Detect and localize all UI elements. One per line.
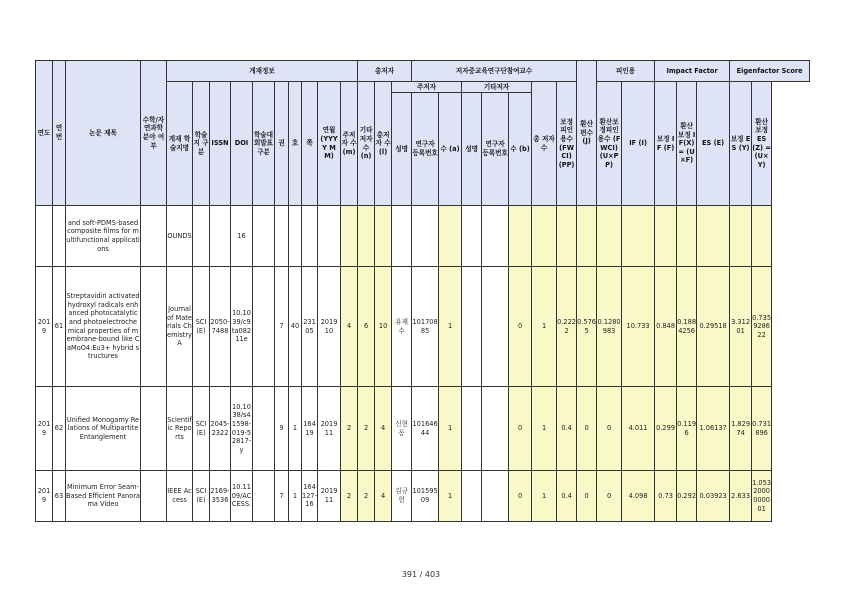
- cell-reg1: 10159509: [412, 471, 439, 522]
- cell-if-conv: 0.1884256: [677, 267, 697, 387]
- cell-reg2: [482, 267, 509, 387]
- cell-if-conv: 0.1196: [677, 387, 697, 471]
- cell-ym: 2019 11: [318, 471, 341, 522]
- cell-fwci: 0.5765: [577, 267, 597, 387]
- header-conv-fwci: 환산보정피인용수 (FWCI) (U×PP): [597, 82, 622, 206]
- cell-if: [622, 206, 655, 267]
- cell-n: 6: [358, 267, 375, 387]
- cell-es: 0.03923: [697, 471, 730, 522]
- cell-journal: OUNDS: [167, 206, 193, 267]
- cell-issn: 2045-2322: [210, 387, 231, 471]
- cell-page: [302, 206, 318, 267]
- header-title: 논문 제목: [66, 61, 141, 206]
- cell-m: 2: [341, 387, 358, 471]
- header-cite-group: 피인용: [597, 61, 655, 82]
- cell-jtype: SCI(E): [193, 267, 210, 387]
- header-row-top: [36, 61, 810, 82]
- cell-vol: [275, 206, 289, 267]
- cell-es: 0.29518: [697, 267, 730, 387]
- header-if-group: Impact Factor: [655, 61, 730, 82]
- header-author-group: 총저자: [358, 61, 412, 82]
- table-row: [36, 387, 810, 471]
- header-if-conv: 환산 보정 IF(X) = (U×F): [677, 82, 697, 206]
- cell-jtype: SCI(E): [193, 387, 210, 471]
- cell-issn: 2050-7488: [210, 267, 231, 387]
- cell-title: Unified Monogamy Relations of Multipartite Entanglement: [66, 387, 141, 471]
- cell-conv: 0.4: [557, 471, 577, 522]
- header-doi: DOI: [231, 82, 253, 206]
- header-pub-group: 게재정보: [167, 61, 358, 82]
- header-total-prof: 총 저자 수: [532, 82, 557, 206]
- cell-category: [141, 206, 167, 267]
- cell-name1: 유재수: [392, 267, 412, 387]
- header-year: 연도: [36, 61, 53, 206]
- cell-iss: 1: [289, 387, 302, 471]
- cell-title: Minimum Error Seam-Based Efficient Panorama Video: [66, 471, 141, 522]
- cell-jclass: [253, 206, 275, 267]
- cell-reg1: 10164644: [412, 387, 439, 471]
- cell-name2: [462, 267, 482, 387]
- cell-reg2: [482, 387, 509, 471]
- cell-total: 1: [532, 387, 557, 471]
- header-reg1: 연구자 등록번호: [412, 93, 439, 206]
- cell-name2: [462, 471, 482, 522]
- cell-issn: [210, 206, 231, 267]
- header-issn: ISSN: [210, 82, 231, 206]
- cell-jtype: SCI(E): [193, 471, 210, 522]
- cell-iss: [289, 206, 302, 267]
- cell-fwci: 0: [577, 387, 597, 471]
- cell-a: [439, 206, 462, 267]
- cell-if-corr: [655, 206, 677, 267]
- cell-b: 0: [509, 267, 532, 387]
- cell-title: Streptavidin activated hydroxyl radicals enhanced photocatalytic and photoelectrochemical properties of membrane-bound like CaMoO4:Eu3+ hybrid structures: [66, 267, 141, 387]
- header-page: 쪽: [302, 82, 318, 206]
- page-number: 391 / 403: [401, 570, 441, 579]
- cell-jclass: [253, 387, 275, 471]
- cell-year: 2019: [36, 387, 53, 471]
- cell-es: 1.06137: [697, 387, 730, 471]
- header-es-corr: 보정 ES (Y): [730, 82, 752, 206]
- header-jclass: 학술대 회발표 구분: [253, 82, 275, 206]
- cell-no: [53, 206, 66, 267]
- header-other-sub: 기타저자: [462, 82, 532, 93]
- cell-journal: Scientific Reports: [167, 387, 193, 471]
- cell-ym: 2019 11: [318, 387, 341, 471]
- cell-journal: IEEE Access: [167, 471, 193, 522]
- header-total-cnt: 총저자 수 (l): [375, 82, 392, 206]
- cell-title: and soft-PDMS-based composite films for multifunctional applications: [66, 206, 141, 267]
- cell-journal: Journal of Materials Chemistry A: [167, 267, 193, 387]
- table-row: [36, 206, 810, 267]
- cell-reg2: [482, 206, 509, 267]
- cell-no: 61: [53, 267, 66, 387]
- cell-if-conv: [677, 206, 697, 267]
- cell-total: 1: [532, 267, 557, 387]
- cell-name1: [392, 206, 412, 267]
- cell-a: 1: [439, 471, 462, 522]
- header-if: IF (I): [622, 82, 655, 206]
- cell-if: 4.098: [622, 471, 655, 522]
- cell-conv: [557, 206, 577, 267]
- header-iss: 호: [289, 82, 302, 206]
- cell-es-corr: 3.31201: [730, 267, 752, 387]
- cell-iss: 1: [289, 471, 302, 522]
- table-row: [36, 267, 810, 387]
- cell-category: [141, 387, 167, 471]
- cell-if-corr: 0.299: [655, 387, 677, 471]
- header-fwci: 보정 피인용수 (FWCI) (PP): [557, 82, 577, 206]
- header-category: 수학/자연과학 분야 여부: [141, 61, 167, 206]
- cell-es: [697, 206, 730, 267]
- table-row: [36, 471, 810, 522]
- cell-conv: 0.2222: [557, 267, 577, 387]
- cell-es-conv: [752, 206, 772, 267]
- cell-page: 16419: [302, 387, 318, 471]
- header-ym: 연월 (YYYY MM): [318, 82, 341, 206]
- header-conv: 환산 편수 (J): [577, 61, 597, 206]
- cell-conv-fwci: 0: [597, 471, 622, 522]
- header-main-sub: 주저자: [392, 82, 462, 93]
- cell-reg2: [482, 471, 509, 522]
- header-vol: 권: [275, 82, 289, 206]
- cell-year: 2019: [36, 471, 53, 522]
- cell-n: 2: [358, 387, 375, 471]
- cell-fwci: 0: [577, 471, 597, 522]
- cell-vol: 9: [275, 387, 289, 471]
- cell-n: 2: [358, 471, 375, 522]
- cell-year: 2019: [36, 267, 53, 387]
- cell-b: [509, 206, 532, 267]
- cell-no: 62: [53, 387, 66, 471]
- cell-es-conv: 0.735928622: [752, 267, 772, 387]
- header-name2: 성명: [462, 93, 482, 206]
- cell-category: [141, 267, 167, 387]
- cell-if: 10.733: [622, 267, 655, 387]
- cell-l: [375, 206, 392, 267]
- cell-ym: [318, 206, 341, 267]
- cell-doi: 10.1039/c9ta08211e: [231, 267, 253, 387]
- header-reg2: 연구자 등록번호: [482, 93, 509, 206]
- cell-total: [532, 206, 557, 267]
- cell-name2: [462, 387, 482, 471]
- cell-jtype: [193, 206, 210, 267]
- cell-if: 4.011: [622, 387, 655, 471]
- cell-es-conv: 0.731896: [752, 387, 772, 471]
- cell-es-corr: 2.633: [730, 471, 752, 522]
- cell-l: 10: [375, 267, 392, 387]
- cell-reg1: [412, 206, 439, 267]
- cell-if-corr: 0.848: [655, 267, 677, 387]
- cell-l: 4: [375, 471, 392, 522]
- cell-if-corr: 0.73: [655, 471, 677, 522]
- cell-doi: 16: [231, 206, 253, 267]
- cell-m: 2: [341, 471, 358, 522]
- cell-m: 4: [341, 267, 358, 387]
- header-cnt2: 수 (b): [509, 93, 532, 206]
- cell-a: 1: [439, 267, 462, 387]
- cell-conv-fwci: [597, 206, 622, 267]
- cell-if-conv: 0.292: [677, 471, 697, 522]
- cell-ym: 2019 10: [318, 267, 341, 387]
- cell-name1: 김규헌: [392, 471, 412, 522]
- cell-page: 23105: [302, 267, 318, 387]
- cell-es-corr: 1.82974: [730, 387, 752, 471]
- header-prof-group: 저자중교육연구단참여교수: [412, 61, 577, 82]
- header-if-corr: 보정 IF (F): [655, 82, 677, 206]
- cell-l: 4: [375, 387, 392, 471]
- header-main-cnt: 주저자 수 (m): [341, 82, 358, 206]
- cell-m: [341, 206, 358, 267]
- cell-name1: 신현동: [392, 387, 412, 471]
- research-paper-table: [35, 60, 810, 522]
- cell-no: 63: [53, 471, 66, 522]
- cell-issn: 2169-3536: [210, 471, 231, 522]
- header-other-cnt: 기타저자 수 (n): [358, 82, 375, 206]
- cell-reg1: 10170885: [412, 267, 439, 387]
- header-es-group: Eigenfactor Score: [730, 61, 810, 82]
- header-name1: 성명: [392, 93, 412, 206]
- cell-a: 1: [439, 387, 462, 471]
- header-jtype: 학술지 구분: [193, 82, 210, 206]
- cell-jclass: [253, 267, 275, 387]
- cell-b: 0: [509, 471, 532, 522]
- cell-year: [36, 206, 53, 267]
- cell-total: 1: [532, 471, 557, 522]
- cell-conv-fwci: 0: [597, 387, 622, 471]
- cell-doi: 10.1038/s41598-019-52817-y: [231, 387, 253, 471]
- cell-n: [358, 206, 375, 267]
- cell-page: 164127-16: [302, 471, 318, 522]
- header-journal: 게재 학술지명: [167, 82, 193, 206]
- header-es-conv: 환산 보정 ES(Z) =(U×Y): [752, 82, 772, 206]
- header-no: 연번: [53, 61, 66, 206]
- cell-conv: 0.4: [557, 387, 577, 471]
- cell-vol: 7: [275, 471, 289, 522]
- cell-vol: 7: [275, 267, 289, 387]
- cell-jclass: [253, 471, 275, 522]
- cell-name2: [462, 206, 482, 267]
- cell-conv-fwci: 0.1280983: [597, 267, 622, 387]
- cell-es-conv: 1.0532000000001: [752, 471, 772, 522]
- cell-iss: 40: [289, 267, 302, 387]
- header-es: ES (E): [697, 82, 730, 206]
- cell-es-corr: [730, 206, 752, 267]
- cell-b: 0: [509, 387, 532, 471]
- cell-category: [141, 471, 167, 522]
- cell-doi: 10.1109/ACCESS.: [231, 471, 253, 522]
- cell-fwci: [577, 206, 597, 267]
- header-cnt1: 수 (a): [439, 93, 462, 206]
